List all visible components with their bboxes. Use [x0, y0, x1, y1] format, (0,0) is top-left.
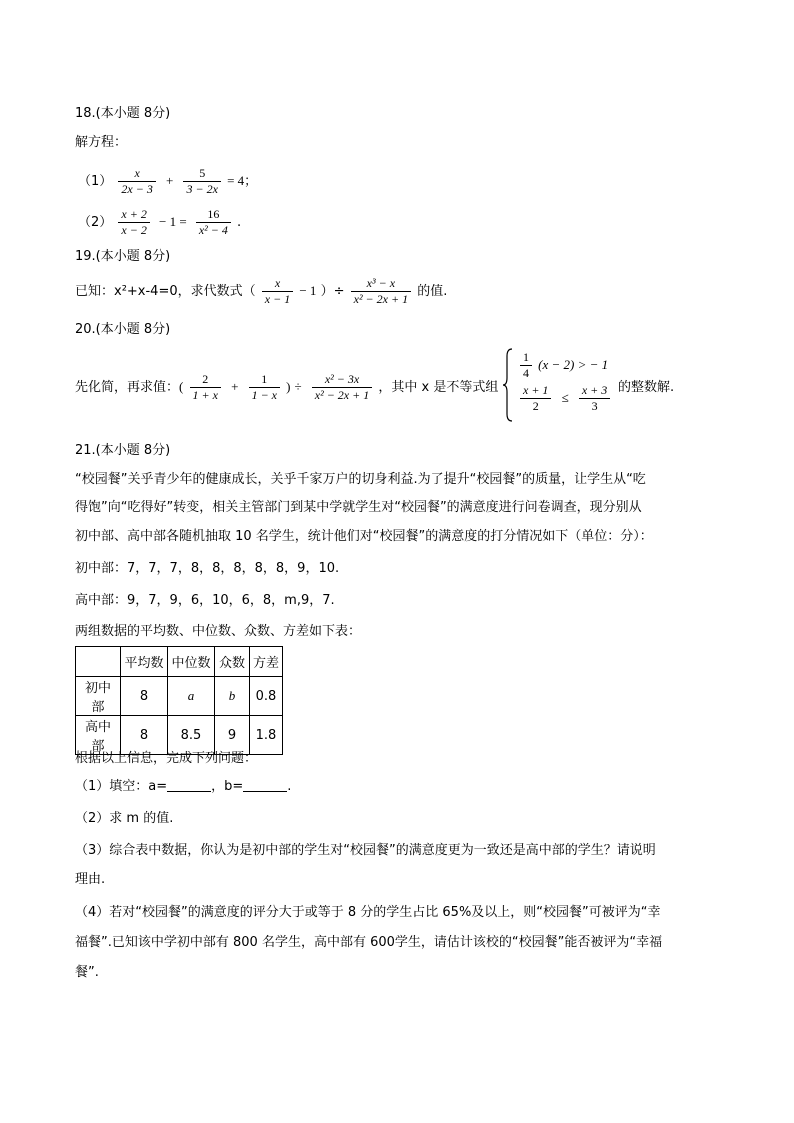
q20-tail: 的整数解. — [618, 380, 675, 395]
table-intro: 两组数据的平均数、中位数、众数、方差如下表： — [75, 624, 362, 639]
q18-part1: （1） $\frac{x}{2x - 3}$ + $\frac{5}{3 - 2x}$ = 4； — [78, 166, 258, 196]
q20-body: 先化简，再求值：( $\frac{2}{1 + x}$ + $\frac{1}{1 - x}$ ) ÷ $\frac{\text{x² − 3x}}{\text{x² − 2x + 1}}$ ，其中 x 是不等式组 — [75, 372, 499, 402]
q18-prompt: 解方程： — [75, 135, 128, 150]
q18-p2-frac-b: $\frac{16}{\text{x² − 4}}$ — [196, 207, 231, 238]
q20-header: 20.(本小题 8分) — [75, 322, 171, 337]
table-header-cell — [76, 647, 121, 677]
q21-sub3-line1: （3）综合表中数据，你认为是初中部的学生对“校园餐”的满意度更为一致还是高中部的学生？请说明 — [75, 843, 656, 858]
q21-sub2: （2）求 m 的值. — [75, 811, 174, 826]
q18-p2-label: （2） — [78, 215, 113, 230]
table-cell: 8.5 — [168, 716, 215, 755]
table-cell: a — [168, 677, 215, 716]
q21-sub4-line2: 福餐”.已知该中学初中部有 800 名学生，高中部有 600学生，请估计该校的“校园餐”能否被评为“幸福 — [75, 935, 663, 950]
table-cell: 8 — [121, 716, 168, 755]
answer-blank-b[interactable] — [243, 777, 287, 792]
q21-para-line3: 初中部、高中部各随机抽取 10 名学生，统计他们对“校园餐”的满意度的打分情况如下（单位：分）： — [75, 529, 653, 544]
q21-sub1: （1）填空：a= ，b= . — [75, 779, 292, 794]
inequality-brace — [503, 348, 513, 422]
stats-table — [75, 646, 283, 755]
q20-frac-2: $\frac{1}{1 - x}$ — [249, 372, 280, 403]
q19-header: 19.(本小题 8分) — [75, 249, 171, 264]
inequality-system — [518, 350, 612, 414]
q18-p1-frac-a: $\frac{x}{2x - 3}$ — [118, 166, 155, 197]
table-header-cell: 中位数 — [168, 647, 215, 677]
q21-header: 21.(本小题 8分) — [75, 443, 171, 458]
q20-frac-3: $\frac{\text{x² − 3x}}{\text{x² − 2x + 1}}$ — [312, 372, 372, 403]
q20-frac-1: $\frac{2}{1 + x}$ — [190, 372, 221, 403]
table-cell: 1.8 — [250, 716, 283, 755]
table-cell: 8 — [121, 677, 168, 716]
table-header-cell: 平均数 — [121, 647, 168, 677]
q21-para-line2: 得饱”向“吃得好”转变，相关主管部门到某中学就学生对“校园餐”的满意度进行问卷调查，现分别从 — [75, 500, 642, 515]
q18-header: 18.(本小题 8分) — [75, 106, 171, 121]
inequality-2: $\frac{x + 1}{2}$ ≤ $\frac{x + 3}{3}$ — [518, 383, 612, 414]
q19-frac-2: $\frac{\text{x³ − x}}{\text{x² − 2x + 1}}$ — [351, 276, 411, 307]
after-table-text: 根据以上信息，完成下列问题： — [75, 751, 258, 766]
q21-sub4-line3: 餐”. — [75, 965, 99, 980]
junior-scores: 初中部：7，7，7，8，8，8，8，8，9，10. — [75, 561, 340, 576]
q18-p1-label: （1） — [78, 174, 113, 189]
q19-body: 已知：x²+x-4=0，求代数式（ $\frac{x}{x - 1}$ − 1 ）÷ $\frac{\text{x³ − x}}{\text{x² − 2x + 1}}$ 的值. — [75, 276, 448, 306]
table-header-cell: 众数 — [215, 647, 250, 677]
q18-p1-frac-b: $\frac{5}{3 - 2x}$ — [183, 166, 220, 197]
q21-sub4-line1: （4）若对“校园餐”的满意度的评分大于或等于 8 分的学生占比 65%及以上，则“校园餐”可被评为“幸 — [75, 905, 661, 920]
q19-frac-1: $\frac{x}{x - 1}$ — [262, 276, 293, 307]
q21-sub3-line2: 理由. — [75, 872, 106, 887]
table-header-cell: 方差 — [250, 647, 283, 677]
table-row — [76, 677, 283, 716]
senior-scores: 高中部：9，7，9，6，10，6，8，m,9，7. — [75, 593, 335, 608]
table-cell: 0.8 — [250, 677, 283, 716]
answer-blank-a[interactable] — [167, 777, 211, 792]
q21-para-line1: “校园餐”关乎青少年的健康成长，关乎千家万户的切身利益.为了提升“校园餐”的质量，让学生从“吃 — [75, 472, 646, 487]
q18-p2-frac-a: $\frac{x + 2}{x - 2}$ — [118, 207, 149, 238]
table-cell: 初中部 — [76, 677, 121, 716]
table-cell: 高中部 — [76, 716, 121, 755]
q18-part2: （2） $\frac{x + 2}{x - 2}$ − 1 = $\frac{16}{\text{x² − 4}}$ . — [78, 207, 242, 237]
inequality-1: $\frac{1}{4}$ (x − 2) > − 1 — [518, 350, 612, 381]
table-cell: 9 — [215, 716, 250, 755]
table-header-row — [76, 647, 283, 677]
table-cell: b — [215, 677, 250, 716]
